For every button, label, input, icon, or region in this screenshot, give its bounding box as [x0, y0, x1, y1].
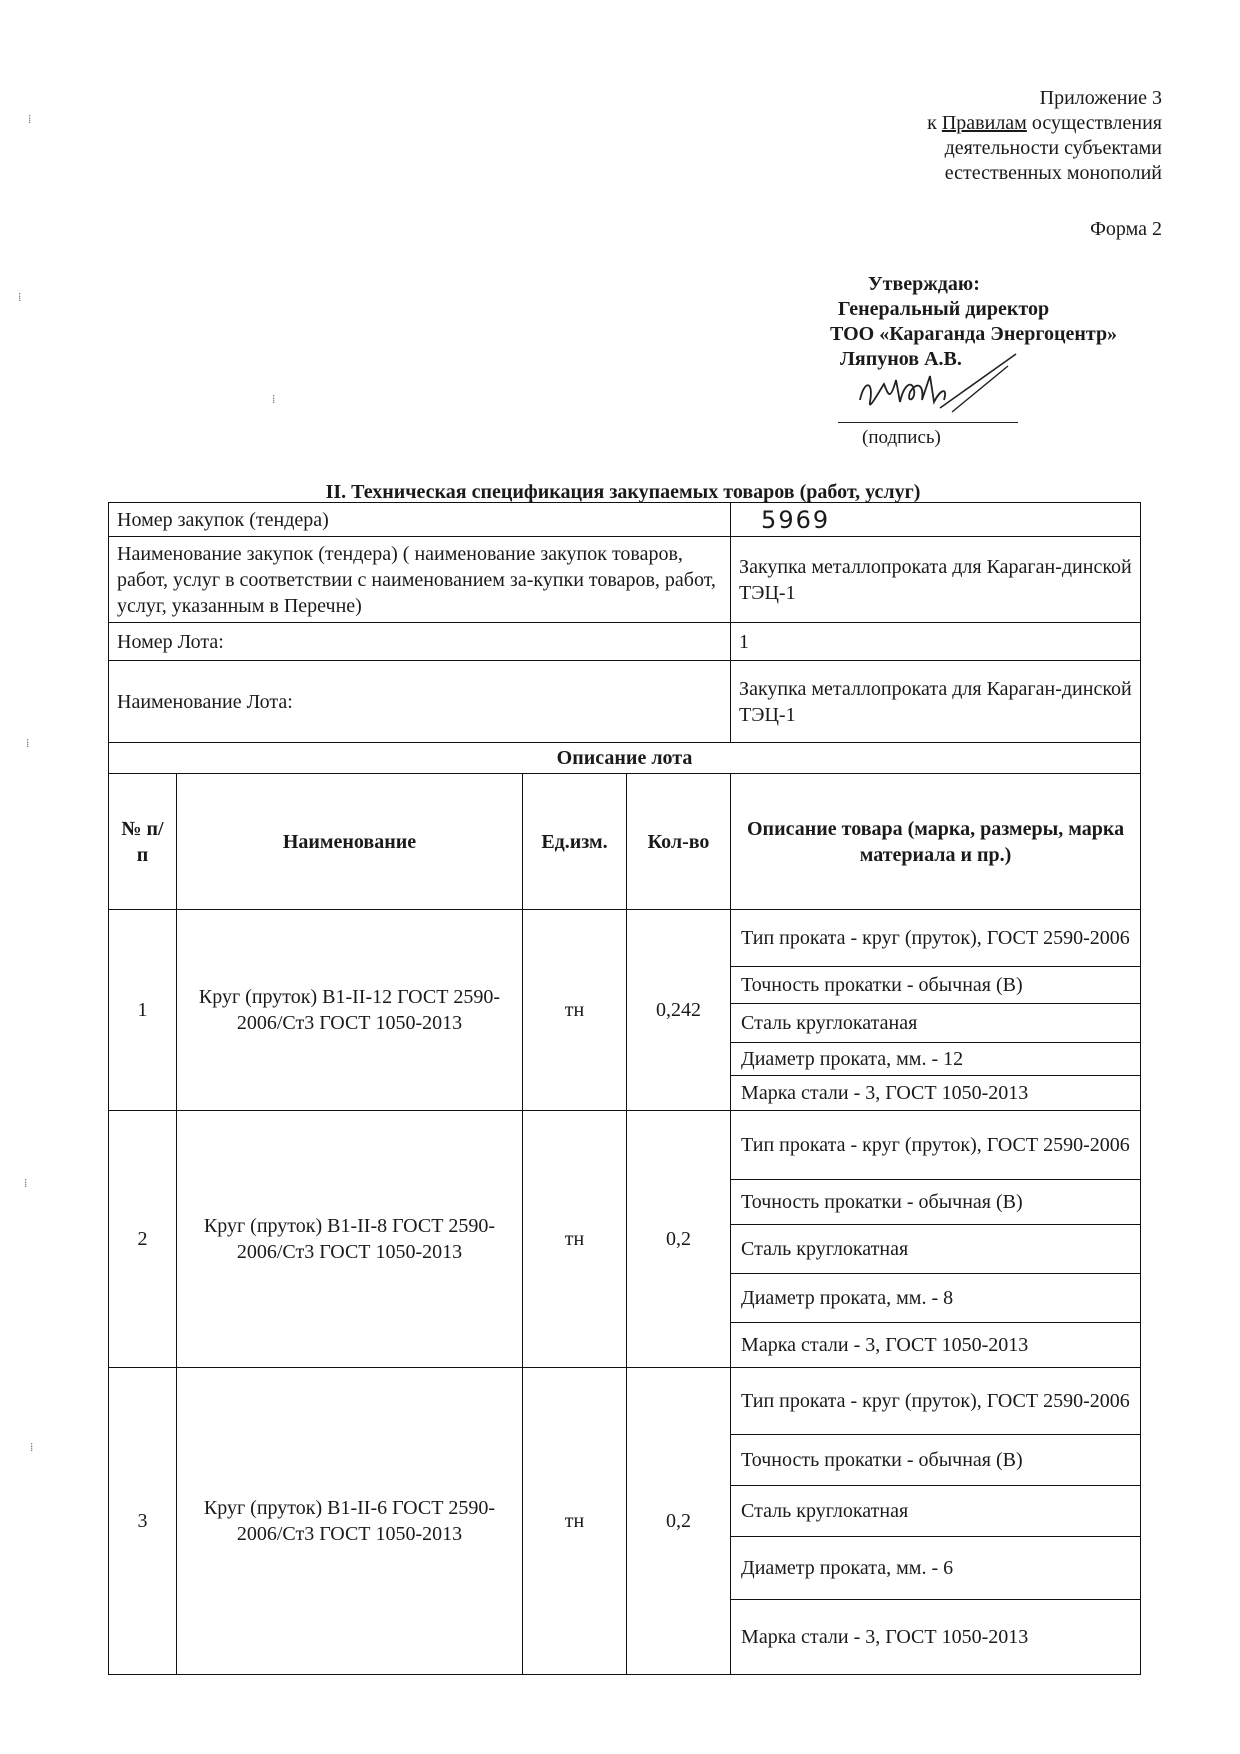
desc-line: Марка стали - 3, ГОСТ 1050-2013 — [741, 1626, 1029, 1648]
item-name: Круг (пруток) В1-II-8 ГОСТ 2590-2006/Ст3 ГОСТ 1050-2013 — [177, 1111, 523, 1368]
col-header-num: № п/п — [109, 774, 177, 910]
col-header-unit: Ед.изм. — [523, 774, 627, 910]
item-qty: 0,2 — [627, 1368, 731, 1675]
item-unit: тн — [523, 910, 627, 1111]
item-description — [731, 910, 1141, 1111]
annex-line-1: Приложение 3 — [1039, 87, 1162, 109]
table-row — [109, 1368, 1141, 1675]
lot-description-header: Описание лота — [109, 743, 1141, 774]
lot-number-label: Номер Лота: — [109, 623, 731, 661]
col-header-name: Наименование — [177, 774, 523, 910]
col-header-qty: Кол-во — [627, 774, 731, 910]
desc-line: Точность прокатки - обычная (В) — [731, 967, 1140, 1004]
item-qty: 0,242 — [627, 910, 731, 1111]
scan-speck: ⁞ — [30, 1440, 34, 1454]
lot-name-row — [109, 661, 1141, 743]
desc-line: Тип проката - круг (пруток), ГОСТ 2590-2006 — [731, 1368, 1140, 1435]
signature-line — [838, 422, 1018, 423]
desc-line: Точность прокатки - обычная (В) — [731, 1435, 1140, 1486]
desc-line: Марка стали - 3, ГОСТ 1050-2013 — [741, 1334, 1029, 1356]
item-num: 1 — [109, 910, 177, 1111]
lot-number-row — [109, 623, 1141, 661]
annex-line-2-prefix: к — [927, 112, 942, 134]
desc-line: Марка стали - 3, ГОСТ 1050-2013 — [741, 1082, 1029, 1104]
item-qty: 0,2 — [627, 1111, 731, 1368]
scan-speck: ⁞ — [24, 1176, 28, 1190]
annex-line-4: естественных монополий — [944, 162, 1162, 184]
table-row — [109, 910, 1141, 1111]
desc-line: Диаметр проката, мм. - 12 — [731, 1043, 1140, 1076]
item-unit: тн — [523, 1368, 627, 1675]
scan-speck: ⁞ — [26, 736, 30, 750]
annex-line-2-suffix: осуществления — [1026, 112, 1162, 134]
item-name: Круг (пруток) В1-II-6 ГОСТ 2590-2006/Ст3 ГОСТ 1050-2013 — [177, 1368, 523, 1675]
desc-line: Тип проката - круг (пруток), ГОСТ 2590-2006 — [731, 1111, 1140, 1180]
column-header-row — [109, 774, 1141, 910]
desc-line: Диаметр проката, мм. - 8 — [731, 1274, 1140, 1323]
section-title: II. Техническая спецификация закупаемых товаров (работ, услуг) — [325, 481, 921, 503]
tender-name-value: Закупка металлопроката для Караган-динской ТЭЦ-1 — [731, 537, 1141, 623]
approval-position: Генеральный директор — [838, 298, 1050, 320]
desc-line: Диаметр проката, мм. - 6 — [731, 1537, 1140, 1600]
item-num: 2 — [109, 1111, 177, 1368]
annex-line-2 — [927, 111, 1162, 136]
approval-company: ТОО «Караганда Энергоцентр» — [830, 323, 1118, 345]
handwritten-signature — [840, 350, 1030, 430]
tender-number-label: Номер закупок (тендера) — [109, 503, 731, 537]
item-description — [731, 1368, 1141, 1675]
scan-speck: ⁞ — [18, 290, 22, 304]
table-row — [109, 1111, 1141, 1368]
signature-caption: (подпись) — [862, 427, 941, 448]
desc-line: Точность прокатки - обычная (В) — [731, 1180, 1140, 1225]
desc-line: Сталь круглокатная — [731, 1486, 1140, 1537]
tender-name-label: Наименование закупок (тендера) ( наименование закупок товаров, работ, услуг в соответствии с наименованием за-купки товаров, работ, услуг, указанным в Перечне) — [109, 537, 731, 623]
lot-number-value: 1 — [731, 623, 1141, 661]
desc-line: Сталь круглокатаная — [731, 1004, 1140, 1043]
form-number: Форма 2 — [1090, 218, 1162, 240]
item-name: Круг (пруток) В1-II-12 ГОСТ 2590-2006/Ст3 ГОСТ 1050-2013 — [177, 910, 523, 1111]
tender-number-value: 5969 — [731, 503, 1141, 537]
rules-link[interactable]: Правилам — [941, 112, 1027, 134]
annex-header — [927, 86, 1162, 186]
tender-name-row — [109, 537, 1141, 623]
desc-line: Тип проката - круг (пруток), ГОСТ 2590-2006 — [731, 910, 1140, 967]
annex-line-3: деятельности субъектами — [944, 137, 1162, 159]
lot-description-header-row — [109, 743, 1141, 774]
desc-line: Сталь круглокатная — [731, 1225, 1140, 1274]
col-header-desc: Описание товара (марка, размеры, марка материала и пр.) — [731, 774, 1141, 910]
tender-number-row — [109, 503, 1141, 537]
lot-name-value: Закупка металлопроката для Караган-динской ТЭЦ-1 — [731, 661, 1141, 743]
scan-speck: ⁞ — [272, 392, 276, 406]
scan-speck: ⁞ — [28, 112, 32, 126]
approval-title: Утверждаю: — [868, 273, 980, 295]
specification-table — [108, 502, 1141, 1675]
item-unit: тн — [523, 1111, 627, 1368]
item-num: 3 — [109, 1368, 177, 1675]
lot-name-label: Наименование Лота: — [109, 661, 731, 743]
item-description — [731, 1111, 1141, 1368]
approval-name: Ляпунов А.В. — [840, 348, 962, 370]
